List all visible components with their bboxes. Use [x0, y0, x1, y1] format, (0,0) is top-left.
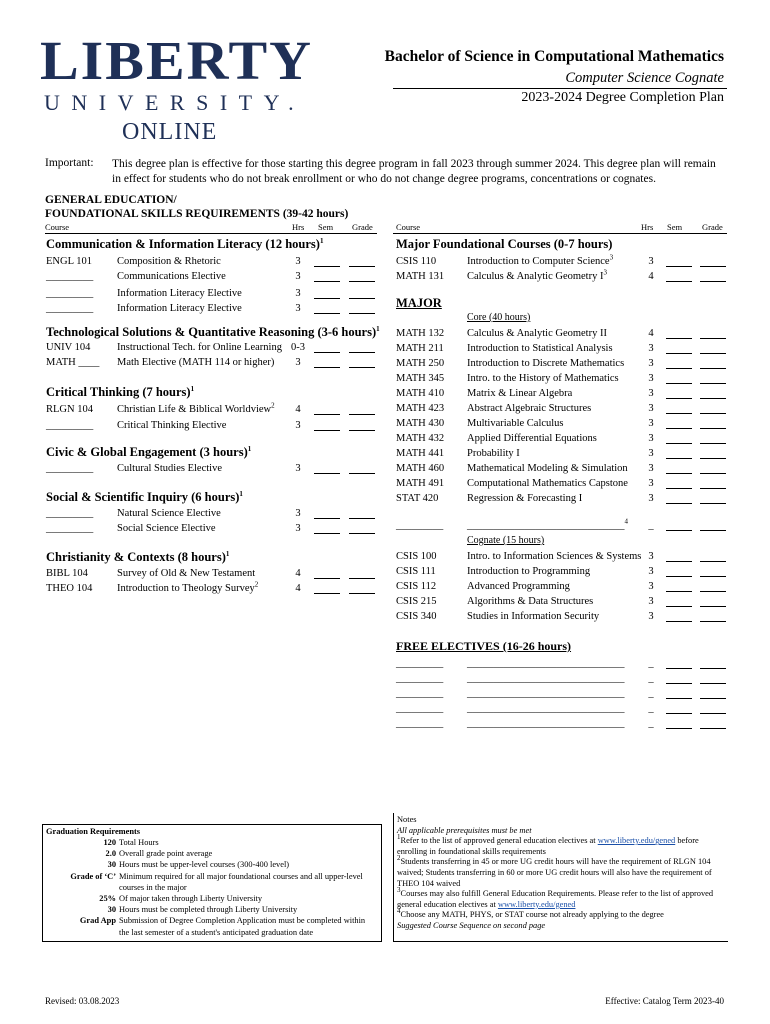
course-hours: _ [648, 718, 654, 729]
course-code: _________ [396, 718, 444, 729]
course-code: MATH 132 [396, 328, 445, 339]
grade-blank[interactable] [349, 464, 375, 474]
course-title: Advanced Programming [467, 581, 570, 592]
semester-blank[interactable] [314, 509, 340, 519]
course-hours: 3 [648, 373, 654, 384]
grade-blank[interactable] [700, 659, 726, 669]
left-col-rule [45, 233, 377, 234]
semester-blank[interactable] [666, 344, 692, 354]
grade-blank[interactable] [700, 719, 726, 729]
course-code: _________ [396, 658, 444, 669]
course-hours: 3 [648, 448, 654, 459]
course-title: Critical Thinking Elective [117, 420, 227, 431]
course-title: Calculus & Analytic Geometry II [467, 328, 607, 339]
grad-req-value: Submission of Degree Completion Application must be completed within the last semester of a student's anticipated graduation date [119, 916, 366, 937]
grade-blank[interactable] [700, 567, 726, 577]
semester-blank[interactable] [666, 404, 692, 414]
header-rule [393, 88, 727, 89]
course-code: _________ [396, 520, 444, 531]
notes-content [397, 815, 725, 932]
course-code: MATH 460 [396, 463, 445, 474]
course-code: _________ [396, 703, 444, 714]
course-hours: 3 [648, 343, 654, 354]
important-label: Important: [45, 157, 94, 169]
grad-req-value: Of major taken through Liberty University [119, 894, 263, 903]
semester-blank[interactable] [666, 704, 692, 714]
grade-blank[interactable] [700, 329, 726, 339]
course-title: Introduction to Discrete Mathematics [467, 358, 625, 369]
course-hours: _ [648, 703, 654, 714]
semester-blank[interactable] [314, 289, 340, 299]
note-prereq: All applicable prerequisites must be met [397, 825, 532, 835]
course-code: MATH 131 [396, 271, 445, 282]
grade-blank[interactable] [349, 421, 375, 431]
grade-blank[interactable] [700, 449, 726, 459]
grade-blank[interactable] [700, 552, 726, 562]
section-heading: Civic & Global Engagement (3 hours)$^1$ [46, 444, 252, 459]
semester-blank[interactable] [666, 689, 692, 699]
semester-blank[interactable] [314, 421, 340, 431]
semester-blank[interactable] [314, 304, 340, 314]
semester-blank[interactable] [666, 719, 692, 729]
free-electives-heading: FREE ELECTIVES (16-26 hours) [396, 639, 572, 653]
course-title: Cultural Studies Elective [117, 463, 222, 474]
grad-req-key: 120 [103, 838, 116, 847]
gened-link[interactable]: www.liberty.edu/gened [597, 836, 676, 846]
semester-blank[interactable] [666, 419, 692, 429]
grade-blank[interactable] [349, 509, 375, 519]
grade-blank[interactable] [700, 704, 726, 714]
note-3: $^3$Courses may also fulfill General Education Requirements. Please refer to the list of approved general education electives at www.liberty.edu/gened [397, 886, 714, 909]
section-heading: Technological Solutions & Quantitative Reasoning (3-6 hours)$^1$ [46, 324, 380, 339]
course-hours: 3 [648, 433, 654, 444]
major-foundational-heading: Major Foundational Courses (0-7 hours) [396, 237, 613, 251]
grad-req-value: Overall grade point average [119, 849, 213, 859]
semester-blank[interactable] [666, 257, 692, 267]
effective-term: Effective: Catalog Term 2023-40 [605, 996, 724, 1006]
course-hours: 3 [648, 256, 654, 267]
section-heading: Communication & Information Literacy (12 hours)$^1$ [46, 236, 324, 251]
semester-blank[interactable] [666, 582, 692, 592]
course-code: CSIS 100 [396, 551, 437, 562]
grade-blank[interactable] [700, 389, 726, 399]
right-col-course: Course [396, 222, 421, 232]
grade-blank[interactable] [349, 524, 375, 534]
plan-year: 2023-2024 Degree Completion Plan [521, 90, 724, 105]
course-hours: 4 [295, 568, 301, 579]
course-hours: 3 [648, 463, 654, 474]
course-title: Math Elective (MATH 114 or higher) [117, 357, 275, 368]
semester-blank[interactable] [666, 479, 692, 489]
grad-title: Graduation Requirements [46, 827, 141, 836]
course-title: Intro. to the History of Mathematics [467, 373, 619, 384]
grade-blank[interactable] [349, 584, 375, 594]
gen-ed-line1: GENERAL EDUCATION/ [45, 194, 177, 206]
grade-blank[interactable] [700, 521, 726, 531]
course-hours: _ [648, 688, 654, 699]
course-hours: 3 [648, 478, 654, 489]
course-hours: 4 [295, 583, 301, 594]
course-title: Introduction to Theology Survey$^2$ [117, 580, 259, 594]
course-hours: 3 [648, 388, 654, 399]
course-code: THEO 104 [46, 583, 93, 594]
grade-blank[interactable] [700, 494, 726, 504]
course-hours: 3 [648, 551, 654, 562]
course-title: ______________________________ [467, 658, 625, 669]
course-code: MATH 345 [396, 373, 445, 384]
grad-req-key: Grade of ‘C’ [70, 871, 116, 881]
semester-blank[interactable] [666, 464, 692, 474]
course-title: Information Literacy Elective [117, 303, 242, 314]
course-title: Survey of Old & New Testament [117, 568, 256, 579]
grade-blank[interactable] [349, 289, 375, 299]
course-hours: 3 [295, 271, 301, 282]
course-code: RLGN 104 [46, 404, 93, 415]
revised-date: Revised: 03.08.2023 [45, 996, 120, 1006]
course-code: CSIS 110 [396, 256, 437, 267]
course-title: Composition & Rhetoric [117, 256, 221, 267]
course-title: Abstract Algebraic Structures [467, 403, 592, 414]
course-title: ______________________________ [467, 688, 625, 699]
page-title: Bachelor of Science in Computational Mathematics [384, 48, 724, 65]
grade-blank[interactable] [349, 569, 375, 579]
semester-blank[interactable] [314, 464, 340, 474]
note-1: $^1$Refer to the list of approved general education electives at www.liberty.edu/gened before enrolling in foundational skills requirements [397, 833, 699, 856]
grad-req-key: 25% [99, 894, 116, 903]
course-title: Probability I [467, 448, 520, 459]
course-hours: 3 [648, 581, 654, 592]
semester-blank[interactable] [666, 359, 692, 369]
semester-blank[interactable] [666, 434, 692, 444]
course-hours: 3 [648, 596, 654, 607]
course-code: _________ [396, 688, 444, 699]
course-code: MATH 211 [396, 343, 444, 354]
course-hours: 3 [648, 403, 654, 414]
course-title: Instructional Tech. for Online Learning [117, 342, 282, 353]
course-code: MATH 430 [396, 418, 445, 429]
major-heading: MAJOR [396, 296, 442, 310]
course-hours: 4 [648, 271, 654, 282]
course-code: CSIS 111 [396, 566, 436, 577]
course-hours: 3 [295, 256, 301, 267]
gen-ed-heading [45, 193, 348, 221]
grade-blank[interactable] [700, 464, 726, 474]
grade-blank[interactable] [700, 257, 726, 267]
grade-blank[interactable] [349, 358, 375, 368]
course-hours: 3 [295, 463, 301, 474]
grade-blank[interactable] [700, 434, 726, 444]
course-title: Introduction to Computer Science$^3$ [467, 253, 614, 267]
course-title: Mathematical Modeling & Simulation [467, 463, 628, 474]
course-code: _________ [46, 463, 94, 474]
grade-blank[interactable] [700, 419, 726, 429]
semester-blank[interactable] [666, 674, 692, 684]
grade-blank[interactable] [700, 344, 726, 354]
course-hours: 3 [648, 418, 654, 429]
left-col-course: Course [45, 222, 70, 232]
grade-blank[interactable] [700, 404, 726, 414]
course-code: MATH 432 [396, 433, 445, 444]
course-hours: _ [648, 658, 654, 669]
course-code: CSIS 340 [396, 611, 437, 622]
page-subtitle: Computer Science Cognate [565, 70, 724, 86]
course-title: Algorithms & Data Structures [467, 596, 594, 607]
course-hours: 3 [295, 288, 301, 299]
grade-blank[interactable] [349, 343, 375, 353]
semester-blank[interactable] [666, 552, 692, 562]
semester-blank[interactable] [666, 272, 692, 282]
logo-online: ONLINE [122, 119, 218, 145]
grade-blank[interactable] [700, 582, 726, 592]
course-title: Multivariable Calculus [467, 418, 564, 429]
course-code: _________ [46, 288, 94, 299]
grade-blank[interactable] [700, 479, 726, 489]
note-4: $^4$Choose any MATH, PHYS, or STAT course not already applying to the degree [397, 907, 664, 920]
course-code: _________ [46, 523, 94, 534]
course-hours: 3 [648, 358, 654, 369]
semester-blank[interactable] [314, 584, 340, 594]
course-code: CSIS 112 [396, 581, 437, 592]
course-title: ______________________________$^4$ [467, 517, 628, 531]
semester-blank[interactable] [666, 567, 692, 577]
section-heading: Critical Thinking (7 hours)$^1$ [46, 384, 195, 399]
semester-blank[interactable] [314, 358, 340, 368]
right-col-grade: Grade [702, 222, 723, 232]
course-title: ______________________________ [467, 718, 625, 729]
section-heading: Christianity & Contexts (8 hours)$^1$ [46, 549, 230, 564]
course-title: Social Science Elective [117, 523, 216, 534]
course-hours: 4 [648, 328, 654, 339]
course-title: Communications Elective [117, 271, 226, 282]
course-hours: 3 [295, 303, 301, 314]
course-title: Matrix & Linear Algebra [467, 388, 573, 399]
important-text: This degree plan is effective for those starting this degree program in fall 2023 through summer 2024. This degree plan will remain in effect for students who do not break enrollment or who do not change degree programs, concentrations or cognates. [112, 158, 716, 185]
grade-blank[interactable] [349, 272, 375, 282]
right-col-sem: Sem [667, 222, 683, 232]
semester-blank[interactable] [314, 405, 340, 415]
left-col-sem: Sem [318, 222, 334, 232]
grad-req-value: Hours must be upper-level courses (300-400 level) [119, 860, 290, 870]
course-hours: 3 [648, 611, 654, 622]
course-title: Christian Life & Biblical Worldview$^2$ [117, 401, 275, 415]
course-code: STAT 420 [396, 493, 439, 504]
grad-req-value: Total Hours [119, 838, 159, 847]
course-hours: 3 [648, 493, 654, 504]
grade-blank[interactable] [700, 612, 726, 622]
cognate-label: Cognate (15 hours) [467, 535, 545, 546]
grade-blank[interactable] [700, 272, 726, 282]
course-code: MATH 491 [396, 478, 445, 489]
course-title: Computational Mathematics Capstone [467, 478, 628, 489]
semester-blank[interactable] [666, 659, 692, 669]
grad-req-key: Grad App [79, 916, 116, 926]
course-title: Introduction to Statistical Analysis [467, 343, 613, 354]
course-hours: 3 [295, 420, 301, 431]
section-heading: Social & Scientific Inquiry (6 hours)$^1$ [46, 489, 243, 504]
course-code: _________ [46, 508, 94, 519]
grade-blank[interactable] [700, 359, 726, 369]
grade-blank[interactable] [700, 597, 726, 607]
grad-req-key: 2.0 [105, 849, 116, 859]
course-code: MATH 410 [396, 388, 445, 399]
grade-blank[interactable] [349, 257, 375, 267]
grade-blank[interactable] [700, 674, 726, 684]
course-hours: 4 [295, 404, 301, 415]
course-hours: 3 [648, 566, 654, 577]
course-title: Natural Science Elective [117, 508, 221, 519]
course-title: Regression & Forecasting I [467, 493, 583, 504]
grad-req-value: Hours must be completed through Liberty University [119, 905, 298, 915]
grad-req-value: Minimum required for all major foundational courses and all upper-level courses in the major [119, 871, 363, 892]
course-code: _________ [46, 271, 94, 282]
grad-req-key: 30 [107, 905, 116, 915]
course-title: Information Literacy Elective [117, 288, 242, 299]
course-hours: 3 [295, 508, 301, 519]
semester-blank[interactable] [666, 389, 692, 399]
course-hours: 3 [295, 523, 301, 534]
course-code: MATH 423 [396, 403, 445, 414]
course-title: Intro. to Information Sciences & Systems [467, 551, 642, 562]
semester-blank[interactable] [666, 374, 692, 384]
semester-blank[interactable] [666, 449, 692, 459]
semester-blank[interactable] [314, 524, 340, 534]
course-code: BIBL 104 [46, 568, 88, 579]
course-code: MATH 250 [396, 358, 445, 369]
course-title: Calculus & Analytic Geometry $I^3$ [467, 268, 607, 282]
course-code: CSIS 215 [396, 596, 437, 607]
semester-blank[interactable] [314, 343, 340, 353]
logo-university: UNIVERSITY. [44, 90, 306, 115]
note-2: $^2$Students transferring in 45 or more UG credit hours will have the requirement of RLGN 104 waived; Students transferring in 60 or more UG credit hours will also have the requirement of THEO 104 waived [397, 854, 712, 888]
semester-blank[interactable] [314, 569, 340, 579]
grade-blank[interactable] [349, 405, 375, 415]
course-code: _________ [46, 420, 94, 431]
gen-ed-line2: FOUNDATIONAL SKILLS REQUIREMENTS (39-42 hours) [45, 208, 349, 220]
grade-blank[interactable] [700, 689, 726, 699]
semester-blank[interactable] [666, 597, 692, 607]
course-hours: 3 [295, 357, 301, 368]
course-title: ______________________________ [467, 673, 625, 684]
semester-blank[interactable] [666, 612, 692, 622]
gened-link-2[interactable]: www.liberty.edu/gened [497, 899, 576, 909]
course-title: Introduction to Programming [467, 566, 591, 577]
grade-blank[interactable] [700, 374, 726, 384]
grade-blank[interactable] [349, 304, 375, 314]
semester-blank[interactable] [666, 329, 692, 339]
course-code: UNIV 104 [46, 342, 91, 353]
semester-blank[interactable] [314, 272, 340, 282]
course-code: _________ [46, 303, 94, 314]
right-col-hrs: Hrs [641, 222, 654, 232]
grad-req-key: 30 [107, 860, 116, 870]
course-hours: _ [648, 520, 654, 531]
left-col-grade: Grade [352, 222, 373, 232]
course-hours: 0-3 [291, 342, 305, 353]
semester-blank[interactable] [314, 257, 340, 267]
course-code: MATH ____ [46, 357, 100, 368]
left-col-hrs: Hrs [292, 222, 305, 232]
course-title: Applied Differential Equations [467, 433, 597, 444]
course-code: _________ [396, 673, 444, 684]
semester-blank[interactable] [666, 521, 692, 531]
course-title: ______________________________ [467, 703, 625, 714]
right-col-rule [393, 233, 727, 234]
semester-blank[interactable] [666, 494, 692, 504]
course-title: Studies in Information Security [467, 611, 600, 622]
notes-title: Notes [397, 815, 417, 824]
course-code: ENGL 101 [46, 256, 92, 267]
course-code: MATH 441 [396, 448, 445, 459]
logo-liberty: LIBERTY [40, 29, 314, 92]
course-hours: _ [648, 673, 654, 684]
core-label: Core (40 hours) [467, 312, 531, 323]
note-sequence: Suggested Course Sequence on second page [397, 920, 546, 930]
